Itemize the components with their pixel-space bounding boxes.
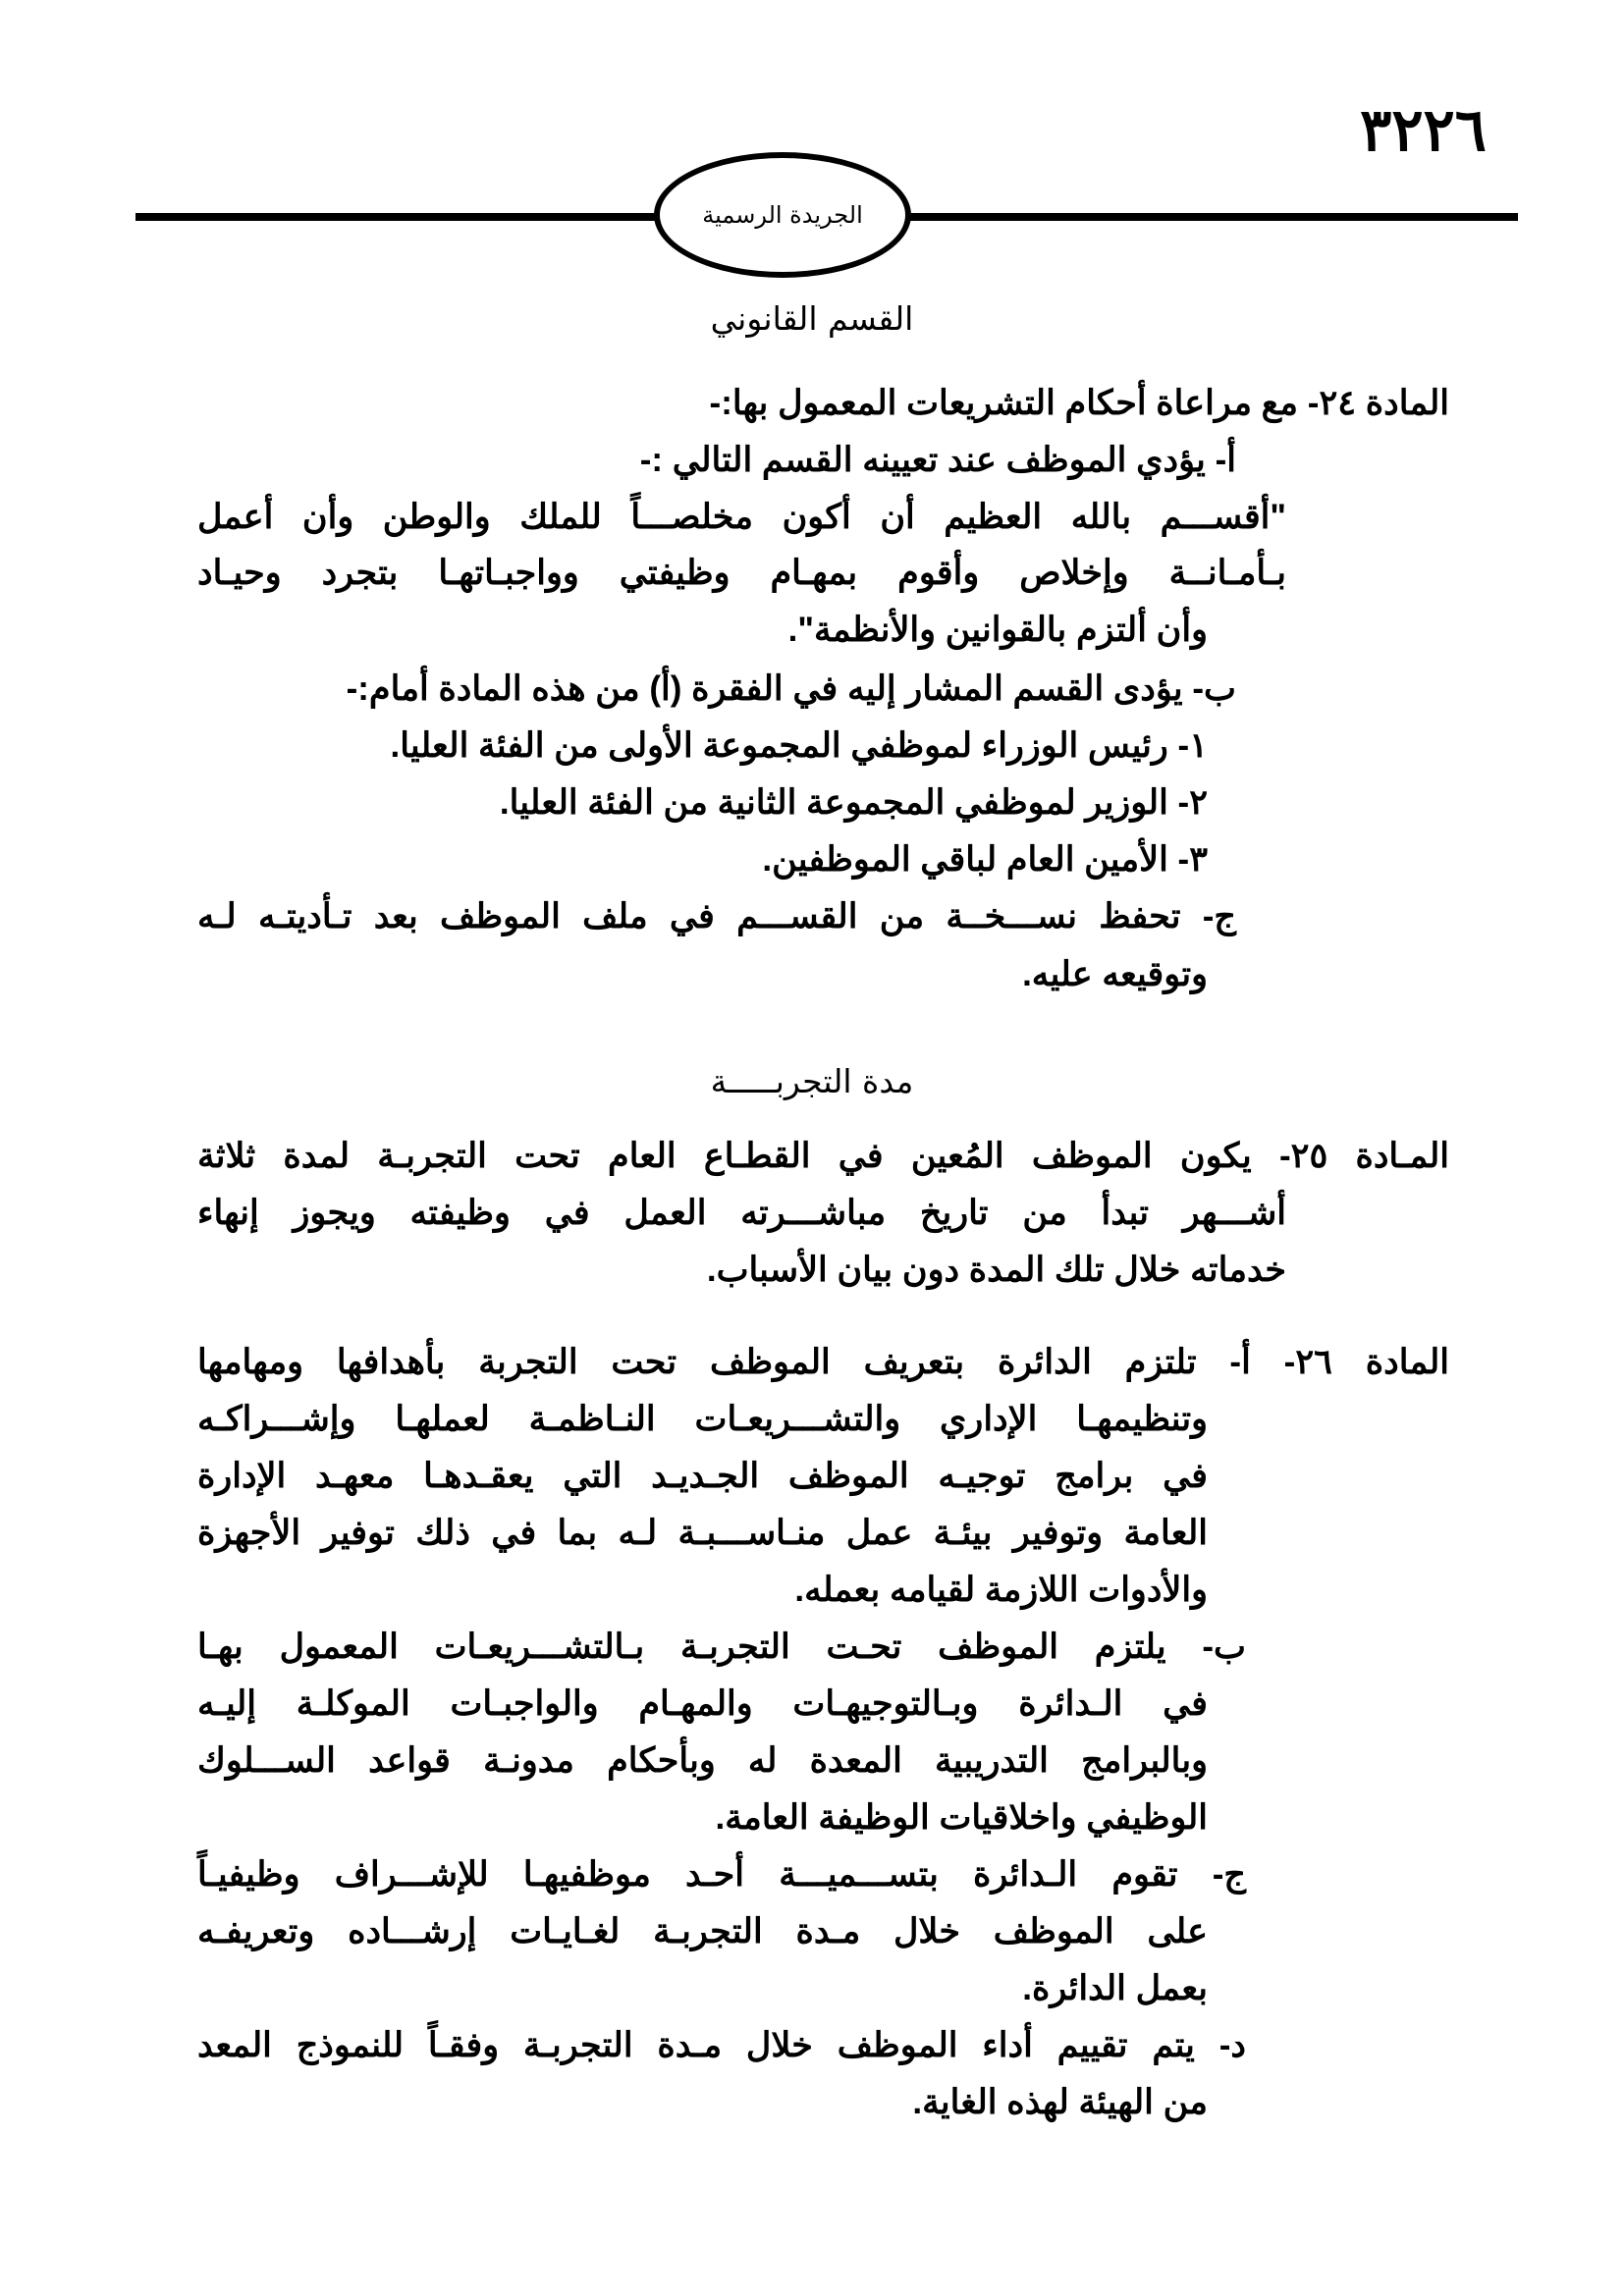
article-26-line-3: في برامج توجيـه الموظف الجـديـد التي يعقـدهـا معهـد الإدارة <box>197 1457 1208 1495</box>
masthead-oval <box>654 152 911 278</box>
article-24-para-c-line-2: وتوقيعه عليه. <box>1022 955 1208 993</box>
article-24-oath-line-1: "أقســـم بالله العظيم أن أكون مخلصـــاً للملك والوطن وأن أعمل <box>197 498 1286 536</box>
article-26-para-b-line-1: ب- يلتزم الموظف تحـت التجربـة بـالتشـــريعـات المعمول بهـا <box>197 1628 1246 1666</box>
probation-title: مدة التجربـــــة <box>710 1062 914 1100</box>
article-26-line-1: المادة ٢٦- أ- تلتزم الدائرة بتعريف الموظف تحت التجربة بأهدافها ومهامها <box>197 1343 1449 1381</box>
article-24-oath-line-2: بـأمـانــة وإخلاص وأقوم بمهـام وظيفتي وواجبـاتهـا بتجرد وحيـاد <box>197 554 1286 592</box>
article-26-line-5: والأدوات اللازمة لقيامه بعمله. <box>794 1571 1208 1609</box>
article-25-line-1: المـادة ٢٥- يكون الموظف المُعين في القطـاع العام تحت التجربـة لمدة ثلاثة <box>197 1137 1449 1175</box>
article-26-para-d-line-1: د- يتم تقييم أداء الموظف خلال مـدة التجربـة وفقـاً للنموذج المعد <box>197 2026 1246 2064</box>
article-26-para-d-line-2: من الهيئة لهذه الغاية. <box>912 2083 1208 2121</box>
page-number: ٣٢٢٦ <box>1360 97 1487 163</box>
article-26-line-4: العامة وتوفير بيئـة عمل منـاســـبـة لـه بما في ذلك توفير الأجهزة <box>197 1514 1208 1552</box>
article-24-item-1: ١- رئيس الوزراء لموظفي المجموعة الأولى من الفئة العليا. <box>390 726 1208 765</box>
article-24-line-2: أ- يؤدي الموظف عند تعيينه القسم التالي :- <box>639 441 1236 479</box>
article-26-para-c-line-3: بعمل الدائرة. <box>1022 1969 1208 2007</box>
article-26-para-c-line-2: على الموظف خلال مـدة التجربـة لغـايـات إرشـــاده وتعريفـه <box>197 1912 1208 1950</box>
article-24-item-3: ٣- الأمين العام لباقي الموظفين. <box>762 840 1208 879</box>
article-24-line-1: المادة ٢٤- مع مراعاة أحكام التشريعات المعمول بها:- <box>709 384 1449 422</box>
section-title: القسم القانوني <box>710 299 914 338</box>
masthead-title: الجريدة الرسمية <box>702 201 863 229</box>
article-24-item-2: ٢- الوزير لموظفي المجموعة الثانية من الفئة العليا. <box>499 783 1208 822</box>
article-25-line-2: أشـــهر تبدأ من تاريخ مباشـــرته العمل في وظيفته ويجوز إنهاء <box>197 1194 1286 1232</box>
article-26-para-b-line-3: وبالبرامج التدريبية المعدة له وبأحكام مدونـة قواعد الســـلوك <box>197 1741 1208 1780</box>
article-25-line-3: خدماته خلال تلك المدة دون بيان الأسباب. <box>706 1251 1286 1289</box>
article-26-line-2: وتنظيمهـا الإداري والتشـــريعـات النـاظمـة لعملهـا وإشـــراكـه <box>197 1400 1208 1438</box>
article-24-oath-line-3: وأن ألتزم بالقوانين والأنظمة". <box>787 611 1208 649</box>
article-24-para-c-line-1: ج- تحفظ نســـخــة من القســـم في ملف الموظف بعد تـأديتـه لـه <box>197 897 1236 935</box>
article-24-para-b: ب- يؤدى القسم المشار إليه في الفقرة (أ) من هذه المادة أمام:- <box>346 669 1236 708</box>
article-26-para-c-line-1: ج- تقوم الـدائرة بتســـميـــة أحـد موظفيهـا للإشـــراف وظيفيـاً <box>197 1855 1246 1894</box>
article-26-para-b-line-4: الوظيفي واخلاقيات الوظيفة العامة. <box>715 1798 1208 1837</box>
article-26-para-b-line-2: في الـدائرة وبـالتوجيهـات والمهـام والواجبـات الموكلـة إليـه <box>197 1684 1208 1723</box>
